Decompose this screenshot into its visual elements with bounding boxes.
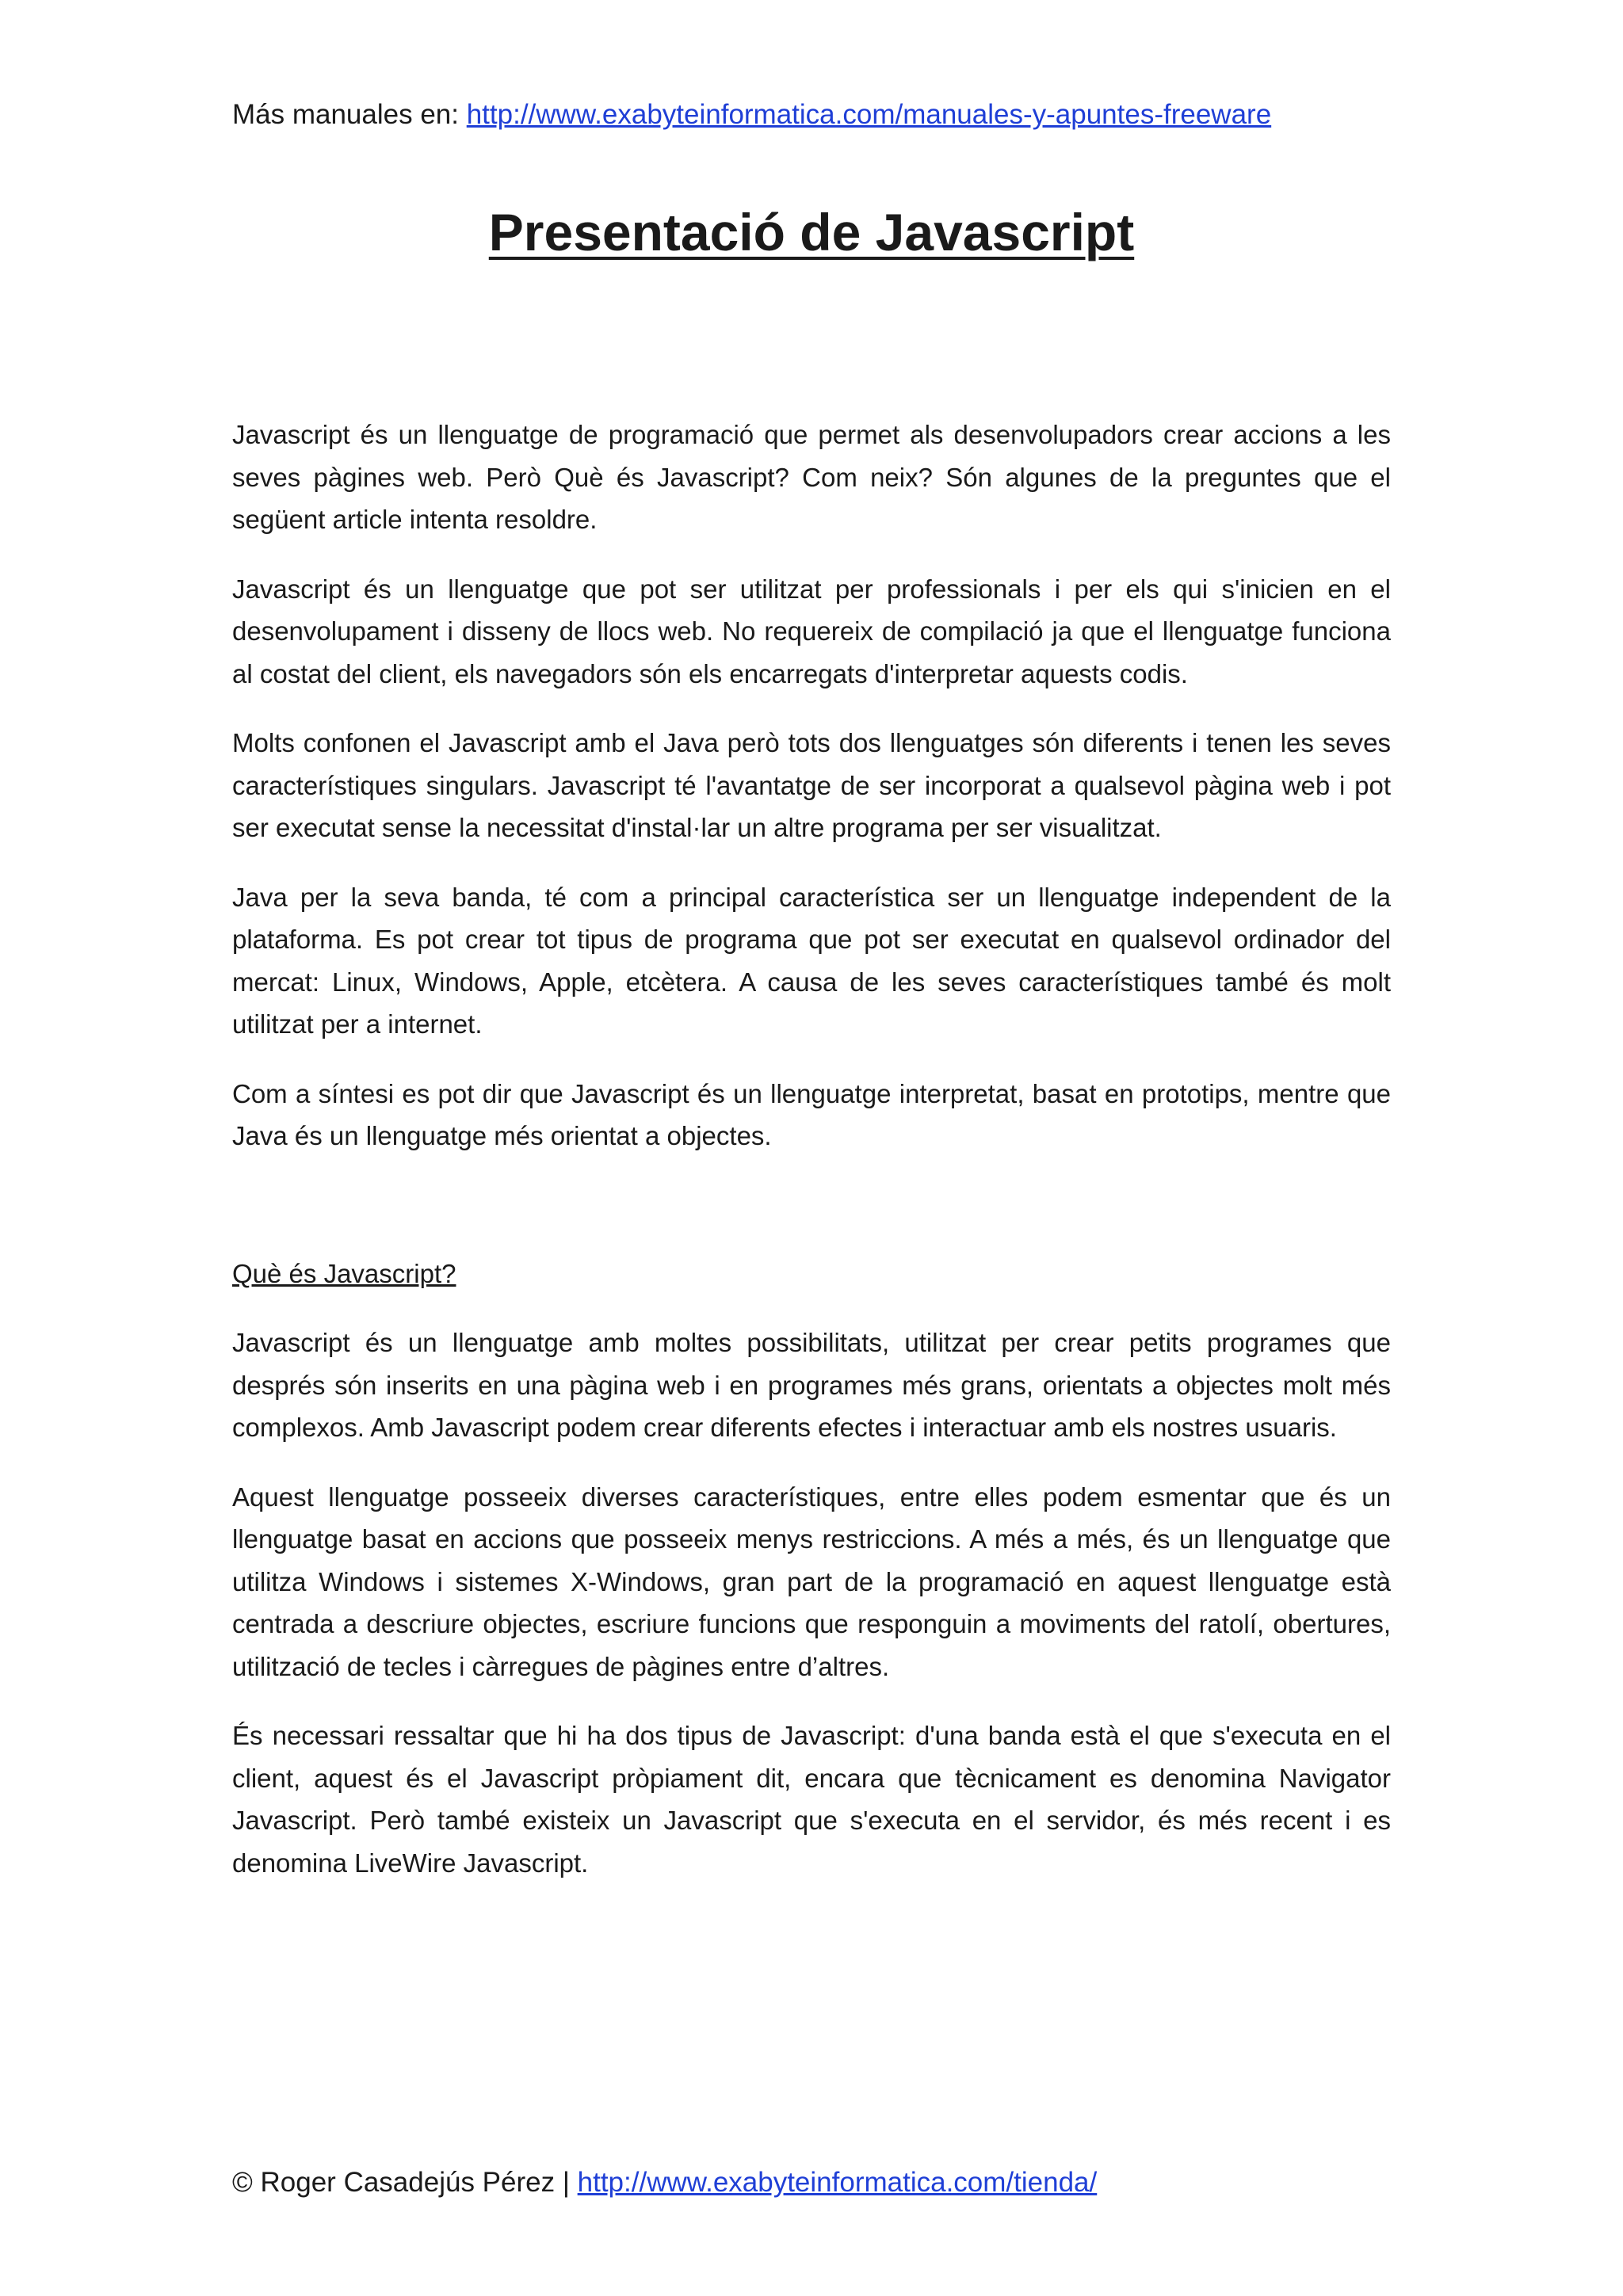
paragraph: Molts confonen el Javascript amb el Java però tots dos llenguatges són diferents i tenen les seves característiques singulars. Javascript té l'avantatge de ser incorporat a qualsevol pàgina web i pot ser executat sense la necessitat d'instal·lar un altre programa per ser visualitzat. (232, 728, 1391, 842)
footer-link[interactable]: http://www.exabyteinformatica.com/tienda/ (577, 2167, 1098, 2198)
header-link[interactable]: http://www.exabyteinformatica.com/manuales-y-apuntes-freeware (466, 99, 1272, 130)
document-body (232, 414, 1391, 1911)
section-heading: Què és Javascript? (232, 1258, 456, 1288)
paragraph: Java per la seva banda, té com a principal característica ser un llenguatge independent de la plataforma. Es pot crear tot tipus de programa que pot ser executat en qualsevol ordinador del mercat: Linux, Windows, Apple, etcètera. A causa de les seves característiques també és molt utilitzat per a internet. (232, 882, 1391, 1039)
header-prefix: Más manuales en: (232, 99, 467, 130)
paragraph: Javascript és un llenguatge de programació que permet als desenvolupadors crear accions a les seves pàgines web. Però Què és Javascript? Com neix? Són algunes de la preguntes que el següent article intenta resoldre. (232, 420, 1391, 534)
paragraph: Javascript és un llenguatge que pot ser utilitzat per professionals i per els qui s'inicien en el desenvolupament i disseny de llocs web. No requereix de compilació ja que el llenguatge funciona al costat del client, els navegadors són els encarregats d'interpretar aquests codis. (232, 574, 1391, 688)
paragraph: És necessari ressaltar que hi ha dos tipus de Javascript: d'una banda està el que s'executa en el client, aquest és el Javascript pròpiament dit, encara que tècnicament es denomina Navigator Javascript. Però també existeix un Javascript que s'executa en el servidor, és més recent i es denomina LiveWire Javascript. (232, 1721, 1391, 1878)
page-title-text: Presentació de Javascript (488, 203, 1135, 261)
page-header (232, 93, 1271, 136)
footer-prefix: © Roger Casadejús Pérez | (232, 2167, 578, 2198)
page-footer (232, 2161, 1097, 2204)
page-title (0, 196, 1623, 268)
paragraph: Com a síntesi es pot dir que Javascript és un llenguatge interpretat, basat en prototips, mentre que Java és un llenguatge més orientat a objectes. (232, 1078, 1391, 1150)
paragraph: Javascript és un llenguatge amb moltes possibilitats, utilitzat per crear petits programes que després són inserits en una pàgina web i en programes més grans, orientats a objectes molt més complexos. Amb Javascript podem crear diferents efectes i interactuar amb els nostres usuaris. (232, 1328, 1391, 1442)
paragraph: Aquest llenguatge posseeix diverses característiques, entre elles podem esmentar que és un llenguatge basat en accions que posseeix menys restriccions. A més a més, és un llenguatge que utilitza Windows i sistemes X-Windows, gran part de la programació en aquest llenguatge està centrada a descriure objectes, escriure funcions que responguin a moviments del ratolí, obertures, utilització de tecles i càrregues de pàgines entre d’altres. (232, 1482, 1391, 1681)
